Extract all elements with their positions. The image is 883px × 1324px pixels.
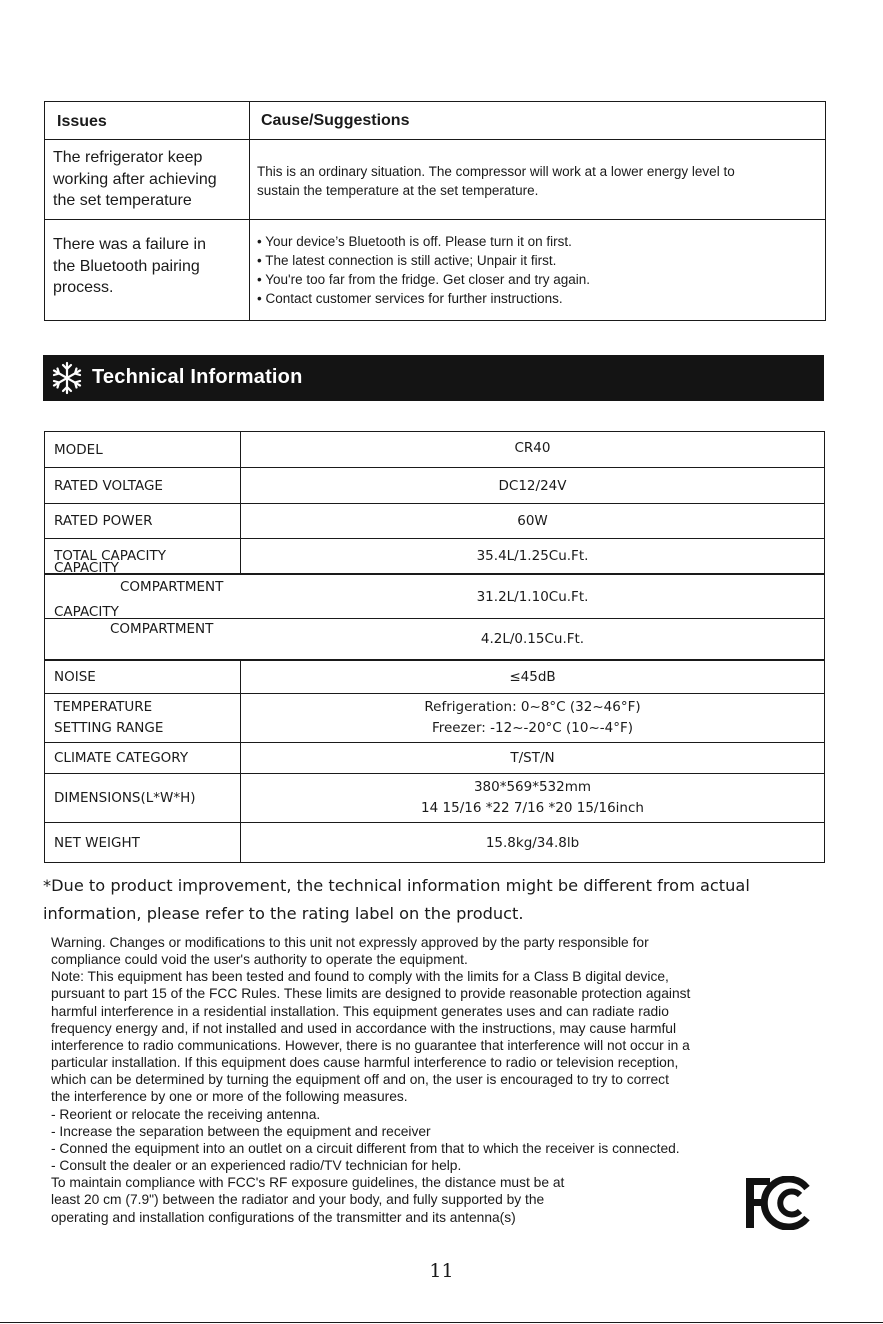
spec-label: [45, 694, 241, 742]
cause-cell: [257, 162, 735, 200]
cause-line: • Your device’s Bluetooth is off. Please turn it on first.: [257, 234, 572, 249]
spec-row-power: [45, 504, 824, 539]
fcc-line: To maintain compliance with FCC's RF exposure guidelines, the distance must be at: [51, 1175, 565, 1191]
spec-row-dimensions: [45, 774, 824, 823]
footnote: *Due to product improvement, the technical information might be different from actual information, please refer to the rating label on the product.: [43, 876, 750, 923]
fcc-line: particular installation. If this equipment does cause harmful interference to radio or television reception,: [51, 1055, 679, 1071]
cause-line: • Contact customer services for further instructions.: [257, 291, 563, 306]
fcc-line: compliance could void the user's authority to operate the equipment.: [51, 952, 468, 968]
spec-label: RATED VOLTAGE: [45, 468, 241, 503]
spec-row-voltage: [45, 468, 824, 504]
spec-value: ≤45dB: [509, 669, 556, 685]
issue-line: the set temperature: [53, 192, 192, 209]
spec-label-bottom: CAPACITY: [54, 560, 119, 576]
spec-label: TOTAL CAPACITY: [45, 539, 241, 573]
column-divider: [249, 102, 250, 320]
row-divider: [45, 139, 825, 140]
spec-value: 15.8kg/34.8lb: [485, 835, 580, 851]
spec-label: MODEL: [45, 432, 241, 467]
spec-value: T/ST/N: [510, 750, 555, 766]
spec-row-weight: [45, 823, 824, 863]
spec-row-model: [45, 432, 824, 468]
fcc-line: - Increase the separation between the equipment and receiver: [51, 1123, 431, 1139]
issue-line: the Bluetooth pairing: [53, 257, 200, 275]
section-title: Technical Information: [92, 366, 303, 388]
spec-value: 35.4L/1.25Cu.Ft.: [476, 548, 589, 564]
fcc-line: the interference by one or more of the following measures.: [51, 1089, 408, 1105]
spec-value-top: Refrigeration: 0~8°C (32~46°F): [424, 699, 641, 715]
fcc-line: pursuant to part 15 of the FCC Rules. These limits are designed to provide reasonable protection against: [51, 986, 691, 1002]
cause-header: Cause/Suggestions: [261, 112, 410, 129]
page-number: 11: [429, 1260, 454, 1282]
cause-cell: [257, 232, 590, 308]
spec-value: [241, 774, 824, 822]
spec-label-top: COMPARTMENT: [120, 579, 224, 595]
issue-cell: [53, 147, 217, 212]
fcc-line: - Consult the dealer or an experienced radio/TV technician for help.: [51, 1158, 462, 1174]
spec-value: [241, 694, 824, 742]
specs-table: [44, 431, 825, 863]
spec-row-temperature: [45, 694, 824, 743]
bottom-rule: [0, 1322, 883, 1323]
spec-value: 4.2L/0.15Cu.Ft.: [480, 631, 585, 647]
cause-line: This is an ordinary situation. The compressor will work at a lower energy level to: [257, 164, 735, 179]
issues-header: Issues: [57, 113, 107, 130]
cause-line: • The latest connection is still active; Unpair it first.: [257, 253, 557, 268]
spec-label-top: COMPARTMENT: [110, 621, 214, 637]
spec-value: CR40: [514, 439, 551, 456]
fcc-line: Warning. Changes or modifications to this unit not expressly approved by the party responsible for: [51, 935, 649, 950]
cause-line: • You're too far from the fridge. Get closer and try again.: [257, 272, 590, 287]
section-header-bar: [43, 355, 824, 401]
spec-label: CLIMATE CATEGORY: [45, 743, 241, 773]
fcc-line: Note: This equipment has been tested and found to comply with the limits for a Class B digital device,: [51, 969, 669, 985]
issue-line: There was a failure in: [53, 236, 206, 253]
spec-label-bottom: SETTING RANGE: [54, 720, 164, 736]
spec-label-bottom: CAPACITY: [54, 604, 119, 620]
fcc-statement: [51, 934, 851, 1226]
spec-value-bottom: 14 15/16 *22 7/16 *20 15/16inch: [421, 800, 644, 816]
issue-line: The refrigerator keep: [53, 149, 203, 166]
spec-value: 60W: [517, 513, 548, 529]
spec-value: 31.2L/1.10Cu.Ft.: [476, 588, 589, 605]
snowflake-icon: [50, 361, 84, 395]
fcc-line: interference to radio communications. However, there is no guarantee that interference will not occur in a: [51, 1037, 690, 1053]
fcc-line: harmful interference in a residential installation. This equipment generates uses and can radiate radio: [51, 1003, 669, 1019]
fcc-line: operating and installation configurations of the transmitter and its antenna(s): [51, 1209, 516, 1225]
fcc-logo-icon: [744, 1176, 810, 1230]
fcc-line: least 20 cm (7.9") between the radiator and your body, and fully supported by the: [51, 1192, 545, 1208]
spec-row-total-capacity: [45, 539, 824, 575]
row-divider: [45, 219, 825, 220]
spec-label: DIMENSIONS(L*W*H): [45, 774, 241, 822]
spec-row-compartment-1: [45, 560, 824, 619]
fcc-line: - Reorient or relocate the receiving antenna.: [51, 1106, 321, 1122]
issue-line: working after achieving: [53, 170, 217, 188]
spec-value-bottom: Freezer: -12~-20°C (10~-4°F): [431, 720, 634, 736]
spec-row-climate: [45, 743, 824, 774]
spec-label: RATED POWER: [45, 504, 241, 538]
fcc-line: frequency energy and, if not installed and used in accordance with the instructions, may cause harmful: [51, 1020, 677, 1036]
issues-table: [44, 101, 826, 321]
spec-label: NOISE: [45, 661, 241, 693]
spec-value: DC12/24V: [498, 477, 567, 494]
cause-line: sustain the temperature at the set temperature.: [257, 183, 539, 198]
spec-value-top: 380*569*532mm: [473, 779, 592, 795]
spec-row-noise: [45, 661, 824, 694]
spec-label-top: TEMPERATURE: [54, 699, 153, 715]
fcc-line: - Conned the equipment into an outlet on a circuit different from that to which the receiver is connected.: [51, 1140, 680, 1156]
fcc-line: which can be determined by turning the equipment off and on, the user is encouraged to try to correct: [51, 1072, 669, 1088]
issue-cell: [53, 234, 206, 299]
spec-label: NET WEIGHT: [45, 823, 241, 863]
issue-line: process.: [53, 279, 114, 296]
spec-row-compartment-2: [45, 604, 824, 661]
